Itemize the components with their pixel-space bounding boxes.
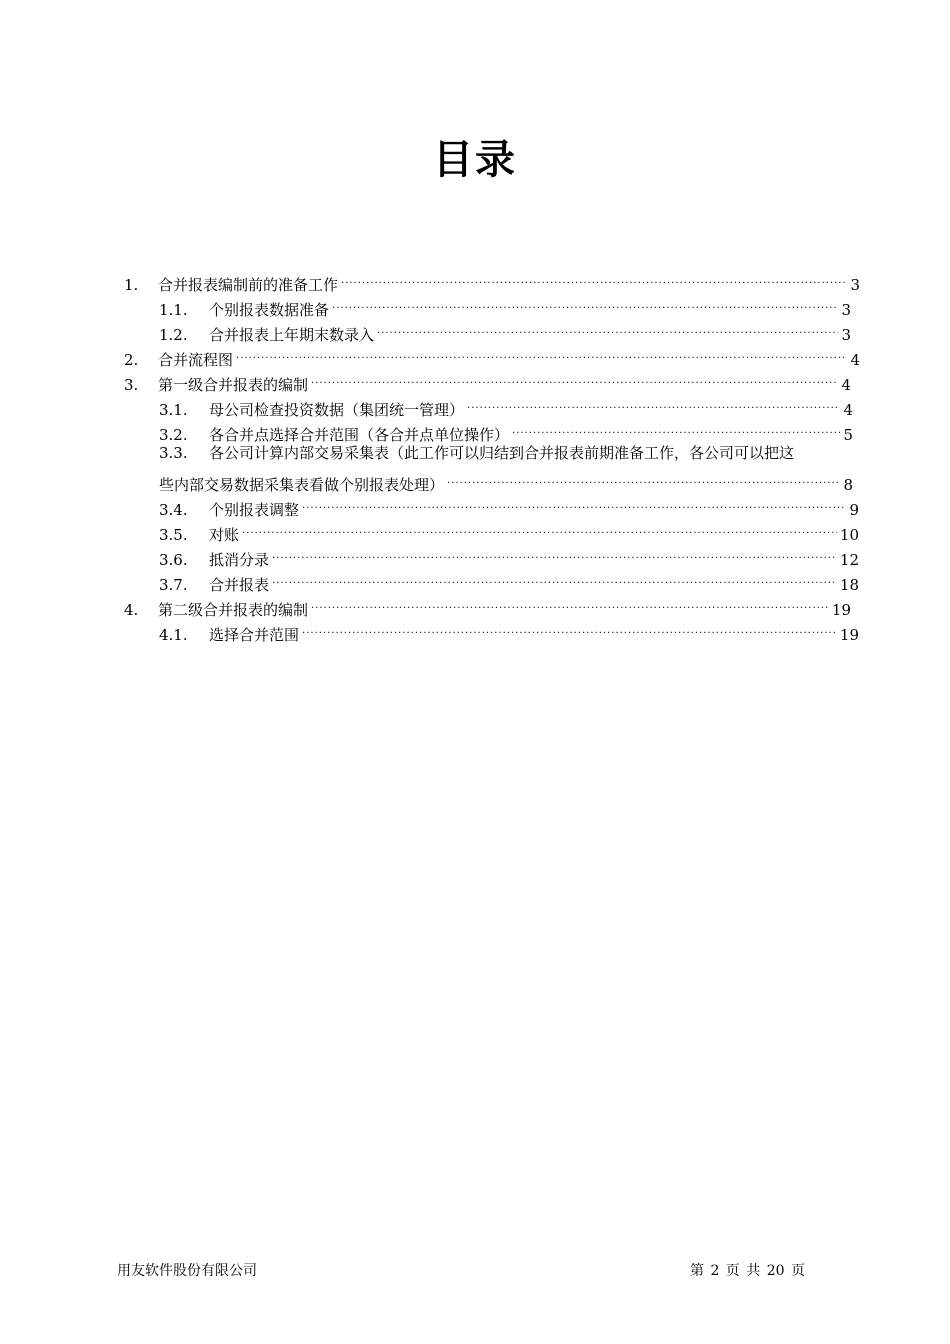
toc-number: 1.1. [159,301,188,319]
toc-label: 个别报表调整 [209,501,300,519]
toc-number: 3.7. [159,576,188,594]
toc-label: 合并流程图 [158,351,234,369]
toc-number: 3.5. [159,526,188,544]
toc-entry-3-1[interactable] [159,391,853,419]
toc-entry-3-4[interactable] [159,491,859,519]
toc-number: 3.6. [159,551,188,569]
toc-label: 合并报表 [209,576,270,594]
toc-leader [272,566,837,590]
toc-page: 5 [843,426,853,444]
toc-page: 19 [831,601,851,619]
toc-leader [377,316,838,340]
toc-leader [447,466,840,490]
toc-entry-2[interactable] [124,341,860,369]
toc-label: 个别报表数据准备 [209,301,330,319]
toc-number: 3.2. [159,426,188,444]
toc-entry-1-2[interactable] [159,316,851,344]
toc-label: 第一级合并报表的编制 [158,376,309,394]
toc-leader [311,591,829,615]
toc-page: 4 [843,401,853,419]
toc-entry-3-7[interactable] [159,566,859,594]
toc-number: 3.1. [159,401,188,419]
toc-label: 抵消分录 [209,551,270,569]
page-title: 目录 [433,137,517,183]
toc-leader [512,416,840,440]
toc-entry-3-3-line1[interactable] [159,441,794,465]
toc-label: 选择合并范围 [209,626,300,644]
toc-page: 3 [841,326,851,344]
toc-leader [311,366,838,390]
toc-page: 18 [839,576,859,594]
toc-label: 合并报表编制前的准备工作 [158,276,339,294]
toc-number: 3.3. [159,444,188,462]
toc-page: 4 [841,376,851,394]
footer-company: 用友软件股份有限公司 [117,1263,257,1279]
toc-number: 4.1. [159,626,188,644]
toc-label: 母公司检查投资数据（集团统一管理） [209,401,465,419]
toc-number: 1. [124,276,139,294]
toc-entry-3[interactable] [124,366,851,394]
toc-page: 3 [841,301,851,319]
toc-label: 第二级合并报表的编制 [158,601,309,619]
toc-leader [242,516,837,540]
toc-number: 2. [124,351,139,369]
toc-number: 3.4. [159,501,188,519]
toc-leader [236,341,847,365]
toc-entry-3-5[interactable] [159,516,859,544]
toc-label: 对账 [209,526,240,544]
toc-entry-1-1[interactable] [159,291,851,319]
toc-page: 3 [850,276,860,294]
toc-leader [341,266,847,290]
footer-page-info: 第 2 页 共 20 页 [690,1263,805,1279]
toc-page: 9 [849,501,859,519]
toc-leader [302,616,837,640]
toc-entry-1[interactable] [124,266,860,294]
toc-page: 19 [839,626,859,644]
toc-entry-4-1[interactable] [159,616,859,644]
toc-number: 3. [124,376,139,394]
toc-leader [302,491,846,515]
toc-label: 各合并点选择合并范围（各合并点单位操作） [209,426,510,444]
toc-page: 4 [850,351,860,369]
toc-entry-3-2[interactable] [159,416,853,444]
toc-page: 8 [843,476,853,494]
toc-leader [467,391,840,415]
toc-entry-4[interactable] [124,591,851,619]
toc-leader [272,541,837,565]
toc-entry-3-3-line2[interactable] [159,466,853,494]
toc-leader [332,291,838,315]
toc-entry-3-6[interactable] [159,541,859,569]
toc-number: 1.2. [159,326,188,344]
toc-label: 些内部交易数据采集表看做个别报表处理） [159,476,445,494]
toc-label: 合并报表上年期末数录入 [209,326,375,344]
toc-label: 各公司计算内部交易采集表（此工作可以归结到合并报表前期准备工作，各公司可以把这 [209,444,795,462]
toc-page: 10 [839,526,859,544]
toc-number: 4. [124,601,139,619]
toc-page: 12 [839,551,859,569]
